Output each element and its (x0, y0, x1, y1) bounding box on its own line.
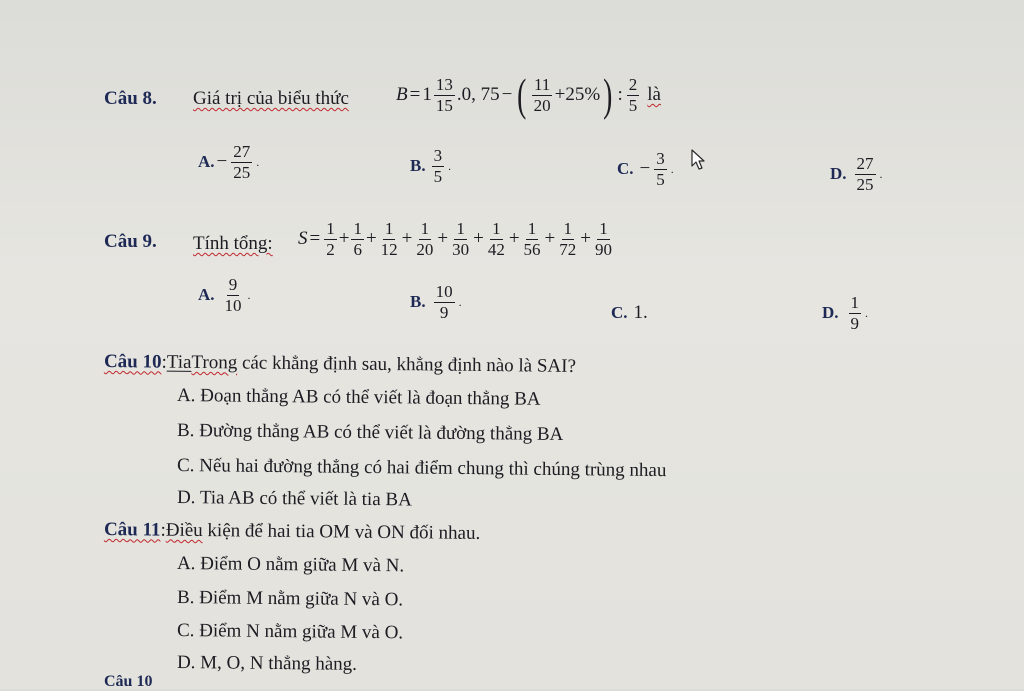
q8-option-b[interactable]: B. $\frac{3}{5}$ . (410, 146, 452, 186)
q11-option-b[interactable]: B. Điểm M nằm giữa N và O. (176, 587, 404, 611)
question-8-prompt: Giá trị của biểu thức (193, 88, 349, 109)
q10-option-c[interactable]: C. Nếu hai đường thẳng có hai điểm chung thì chúng trùng nhau (176, 455, 667, 482)
q10-option-b[interactable]: B. Đường thẳng AB có thể viết là đường thẳng BA (176, 420, 564, 446)
q11-option-d[interactable]: D. M, O, N thẳng hàng. (176, 652, 358, 675)
q11-option-c[interactable]: C. Điểm N nằm giữa M và O. (176, 620, 404, 644)
q8-option-d[interactable]: D. $\frac{27}{25}$ . (830, 154, 883, 194)
q11-option-a[interactable]: A. Điểm O nằm giữa M và N. (176, 553, 405, 577)
question-10-prompt: Câu 10:TiaTrong các khẳng định sau, khẳng định nào là SAI? (103, 351, 577, 377)
q9-option-a[interactable]: A. $\frac{9}{10}$ . (198, 275, 251, 315)
question-12-label-partial: Câu 10 (104, 673, 153, 690)
q9-option-d[interactable]: D. $\frac{1}{9}$ . (822, 293, 869, 333)
question-8-label: Câu 8. (104, 88, 157, 109)
q9-option-b[interactable]: B. $\frac{10}{9}$ . (410, 282, 462, 322)
q9-option-c[interactable]: C. 1. (611, 302, 648, 323)
question-9-prompt: Tính tổng: (193, 233, 273, 254)
question-8-expression: B = 1 $\frac{13}{15}$ .0, 75 − ( $\frac{11}{20}$ +25% ) : $\frac{2}{5}$ là (396, 69, 661, 120)
mouse-cursor-icon (690, 149, 706, 171)
q10-option-d[interactable]: D. Tia AB có thể viết là tia BA (176, 487, 412, 511)
q8-option-a[interactable]: A. − $\frac{27}{25}$ . (198, 142, 260, 182)
question-11-prompt: Câu 11:Điều kiện để hai tia OM và ON đối nhau. (103, 519, 481, 544)
question-9-expression: S = $\frac{1}{2}$ + $\frac{1}{6}$ + $\frac{1}{12}$ + $\frac{1}{20}$ + $\frac{1}{30}$ + $\frac{1}{42}$ + $\frac{1}{56}$ + $\frac{1}{72}$ + $\frac{1}{90}$ (298, 219, 612, 259)
q10-option-a[interactable]: A. Đoạn thẳng AB có thể viết là đoạn thẳng BA (176, 385, 541, 410)
q8-option-c[interactable]: C. − $\frac{3}{5}$ . (617, 149, 674, 189)
question-9-label: Câu 9. (104, 231, 157, 252)
